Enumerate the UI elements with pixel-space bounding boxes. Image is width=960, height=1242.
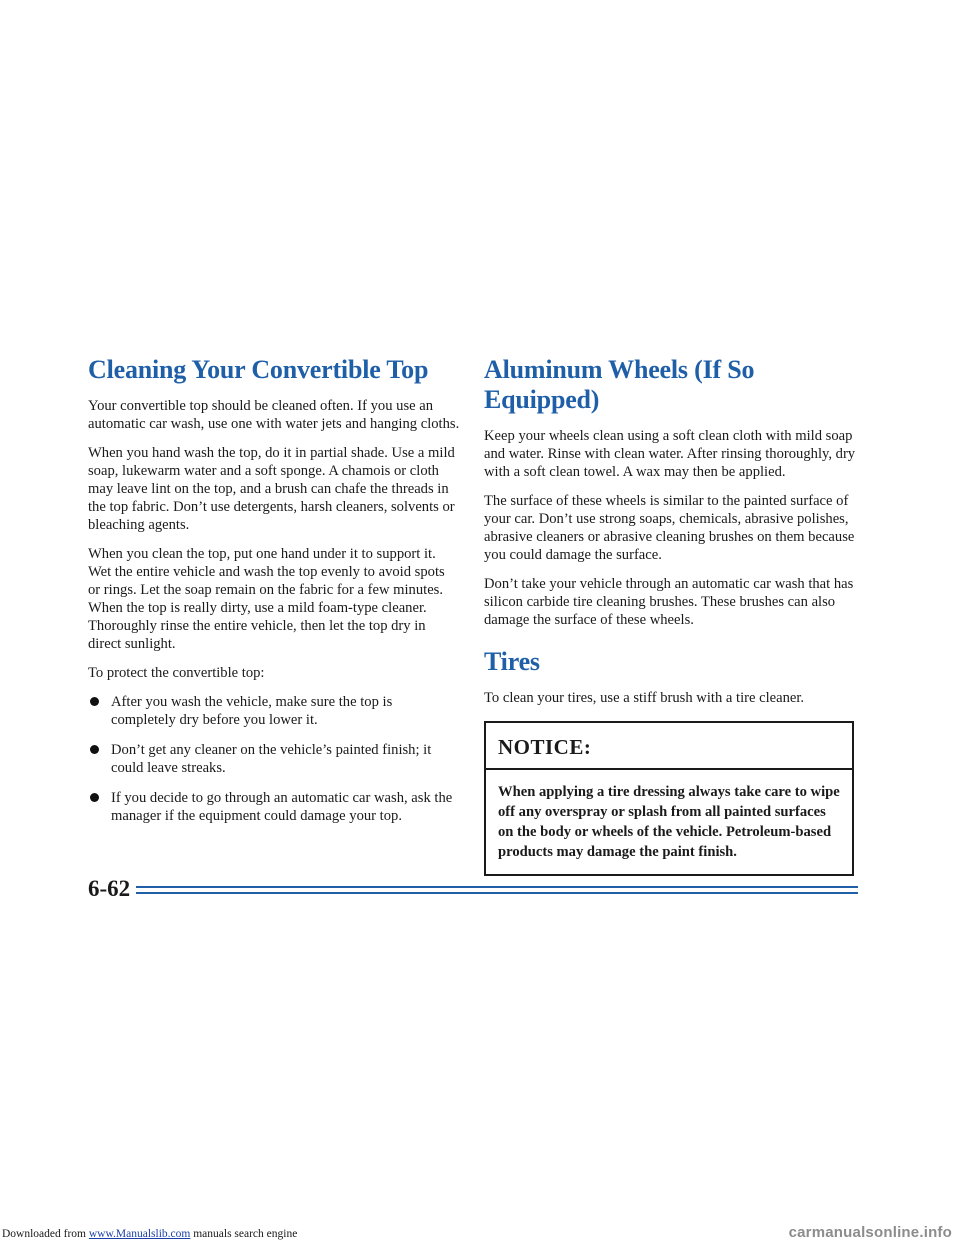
bullet-list bbox=[88, 693, 460, 825]
footer-rule bbox=[88, 886, 858, 888]
paragraph: Your convertible top should be cleaned often. If you use an automatic car wash, use one with water jets and hanging cloths. bbox=[88, 398, 460, 432]
paragraph: When you clean the top, put one hand under it to support it. Wet the entire vehicle and wash the top evenly to avoid spots or rings. Let the soap remain on the fabric for a few minutes. When the top is really dirty, use a mild foam-type cleaner. Thoroughly rinse the entire vehicle, then let the top dry in direct sunlight. bbox=[88, 546, 445, 652]
notice-heading: NOTICE: bbox=[486, 723, 852, 770]
list-item-text: If you decide to go through an automatic car wash, ask the manager if the equipment could damage your top. bbox=[111, 790, 453, 824]
paragraph: The surface of these wheels is similar to the painted surface of your car. Don’t use strong soaps, chemicals, abrasive polishes, abrasive cleaners or abrasive cleaning brushes on them because you could damage the surface. bbox=[484, 493, 855, 563]
manualslib-link[interactable]: www.Manualslib.com bbox=[88, 1228, 191, 1240]
page-footer bbox=[88, 876, 858, 906]
download-line bbox=[2, 1228, 297, 1240]
footer-rule bbox=[88, 892, 858, 894]
section-title-convertible-top: Cleaning Your Convertible Top bbox=[88, 355, 429, 384]
list-item-text: After you wash the vehicle, make sure the top is completely dry before you lower it. bbox=[111, 694, 393, 728]
paragraph: Keep your wheels clean using a soft clean cloth with mild soap and water. Rinse with clean water. After rinsing thoroughly, dry with a soft clean towel. A wax may then be applied. bbox=[484, 428, 856, 480]
paragraph: When you hand wash the top, do it in partial shade. Use a mild soap, lukewarm water and a soft sponge. A chamois or cloth may leave lint on the top, and a brush can chafe the threads in the top fabric. Don’t use detergents, harsh cleaners, solvents or bleaching agents. bbox=[88, 445, 455, 533]
list-item-text: Don’t get any cleaner on the vehicle’s painted finish; it could leave streaks. bbox=[111, 742, 432, 776]
notice-box bbox=[484, 721, 854, 876]
watermark: carmanualsonline.info bbox=[788, 1224, 952, 1241]
section-title-aluminum-wheels: Aluminum Wheels (If So Equipped) bbox=[484, 355, 755, 414]
section-title-tires: Tires bbox=[484, 647, 540, 676]
right-column bbox=[484, 355, 856, 876]
paragraph: Don’t take your vehicle through an automatic car wash that has silicon carbide tire cleaning brushes. These brushes can also damage the surface of these wheels. bbox=[484, 576, 854, 628]
paragraph: To protect the convertible top: bbox=[88, 665, 265, 681]
notice-body: When applying a tire dressing always take care to wipe off any overspray or splash from all painted surfaces on the body or wheels of the vehicle. Petroleum-based products may damage the paint finish. bbox=[498, 784, 840, 860]
list-item bbox=[88, 789, 460, 825]
bullet-icon bbox=[90, 793, 99, 802]
list-item bbox=[88, 741, 460, 777]
paragraph: To clean your tires, use a stiff brush with a tire cleaner. bbox=[484, 690, 805, 706]
page-number: 6-62 bbox=[88, 876, 136, 902]
download-suffix: manuals search engine bbox=[190, 1228, 298, 1240]
bullet-icon bbox=[90, 697, 99, 706]
download-prefix: Downloaded from bbox=[2, 1228, 89, 1240]
left-column bbox=[88, 355, 460, 837]
bullet-icon bbox=[90, 745, 99, 754]
list-item bbox=[88, 693, 460, 729]
